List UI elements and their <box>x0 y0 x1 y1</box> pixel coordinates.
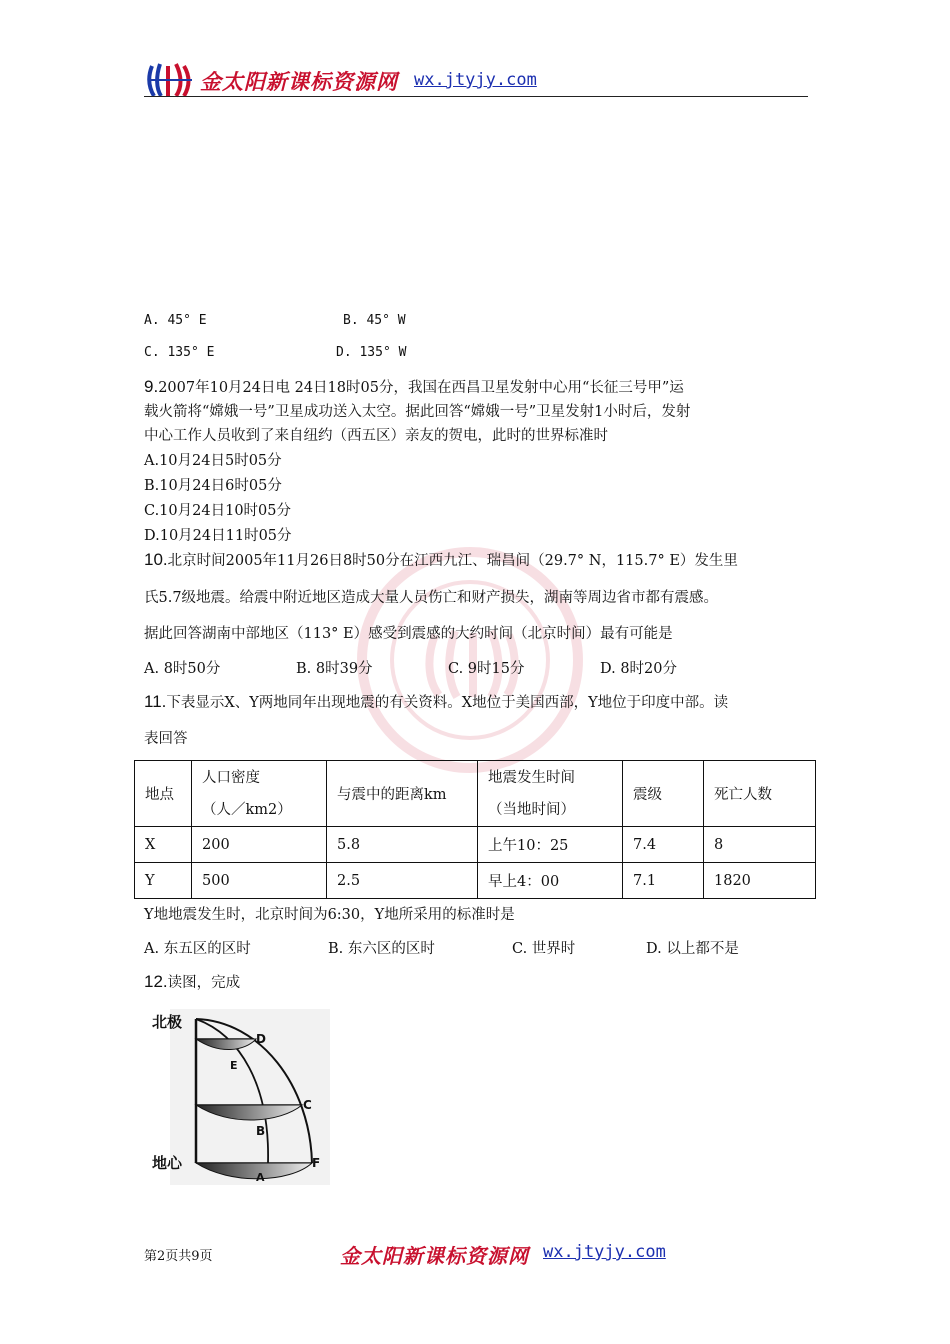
table-cell: 200 <box>192 827 327 863</box>
point-f: F <box>312 1156 321 1170</box>
header-url[interactable]: wx.jtyjy.com <box>414 70 537 90</box>
q8-option-b: B. 45° W <box>343 313 406 328</box>
label-earth-center: 地心 <box>152 1154 183 1172</box>
q8-option-d: D. 135° W <box>336 345 407 360</box>
table-cell: 7.1 <box>623 863 704 899</box>
q9-option-d: D.10月24日11时05分 <box>144 528 292 544</box>
table-row <box>135 827 816 863</box>
table-cell: Y <box>135 863 192 899</box>
table-header-cell: 地震发生时间 （当地时间） <box>478 761 623 827</box>
header-brand: 金太阳新课标资源网 <box>200 70 398 94</box>
q11-number: 11. <box>144 692 167 711</box>
site-logo <box>146 58 196 100</box>
footer-page-number: 第2页共9页 <box>144 1249 213 1264</box>
footer-brand: 金太阳新课标资源网 <box>340 1244 529 1268</box>
table-cell: 2.5 <box>327 863 478 899</box>
q11-line2: 表回答 <box>144 731 188 747</box>
q12-number: 12. <box>144 972 168 991</box>
q10-option-c: C. 9时15分 <box>448 661 525 677</box>
table-cell: 8 <box>704 827 816 863</box>
point-a: A <box>256 1171 265 1184</box>
q11-line1: 11.下表显示X、Y两地同年出现地震的有关资料。X地位于美国西部，Y地位于印度中部。读 <box>144 692 729 711</box>
q9-line2: 载火箭将“嫦娥一号”卫星成功送入太空。据此回答“嫦娥一号”卫星发射1小时后，发射 <box>144 404 691 420</box>
point-e: E <box>230 1059 238 1072</box>
earthquake-table <box>134 760 816 899</box>
earth-diagram <box>150 1005 330 1187</box>
q10-number: 10. <box>144 550 168 569</box>
table-cell: 7.4 <box>623 827 704 863</box>
q10-line1: 10.北京时间2005年11月26日8时50分在江西九江、瑞昌间（29.7° N，115.7° E）发生里 <box>144 550 738 569</box>
label-north-pole: 北极 <box>152 1013 183 1031</box>
q10-line3: 据此回答湖南中部地区（113° E）感受到震感的大约时间（北京时间）最有可能是 <box>144 626 673 642</box>
q12-line1: 12.读图，完成 <box>144 972 241 991</box>
table-cell: 5.8 <box>327 827 478 863</box>
table-header-cell: 死亡人数 <box>704 761 816 827</box>
q11-option-a: A. 东五区的区时 <box>144 941 251 957</box>
point-c: C <box>303 1098 312 1112</box>
q10-option-b: B. 8时39分 <box>296 661 373 677</box>
q11-option-d: D. 以上都不是 <box>646 941 739 957</box>
q9-option-a: A.10月24日5时05分 <box>144 453 282 469</box>
q9-number: 9. <box>144 377 159 396</box>
q11-option-b: B. 东六区的区时 <box>328 941 435 957</box>
table-cell: 上午10：25 <box>478 827 623 863</box>
q9-option-c: C.10月24日10时05分 <box>144 503 291 519</box>
table-cell: X <box>135 827 192 863</box>
q9-option-b: B.10月24日6时05分 <box>144 478 282 494</box>
table-cell: 1820 <box>704 863 816 899</box>
q9-line3: 中心工作人员收到了来自纽约（西五区）亲友的贺电，此时的世界标准时 <box>144 428 608 444</box>
q10-line2: 氏5.7级地震。给震中附近地区造成大量人员伤亡和财产损失，湖南等周边省市都有震感。 <box>144 590 719 606</box>
table-header-cell: 震级 <box>623 761 704 827</box>
q10-option-d: D. 8时20分 <box>600 661 678 677</box>
q11-option-c: C. 世界时 <box>512 941 576 957</box>
table-header-row <box>135 761 816 827</box>
q9-line1: 9.2007年10月24日电 24日18时05分，我国在西昌卫星发射中心用“长征三号甲”运 <box>144 377 684 396</box>
table-header-cell: 与震中的距离km <box>327 761 478 827</box>
table-cell: 500 <box>192 863 327 899</box>
footer-url[interactable]: wx.jtyjy.com <box>543 1242 666 1262</box>
table-header-cell: 地点 <box>135 761 192 827</box>
table-cell: 早上4：00 <box>478 863 623 899</box>
point-b: B <box>256 1124 266 1138</box>
header-divider <box>144 96 808 97</box>
point-d: D <box>256 1032 266 1046</box>
q11-stem: Y地地震发生时，北京时间为6:30，Y地所采用的标准时是 <box>144 907 515 923</box>
q10-option-a: A. 8时50分 <box>144 661 221 677</box>
table-row <box>135 863 816 899</box>
table-header-cell: 人口密度 （人／km2） <box>192 761 327 827</box>
q8-option-c: C. 135° E <box>144 345 215 360</box>
q8-option-a: A. 45° E <box>144 313 207 328</box>
